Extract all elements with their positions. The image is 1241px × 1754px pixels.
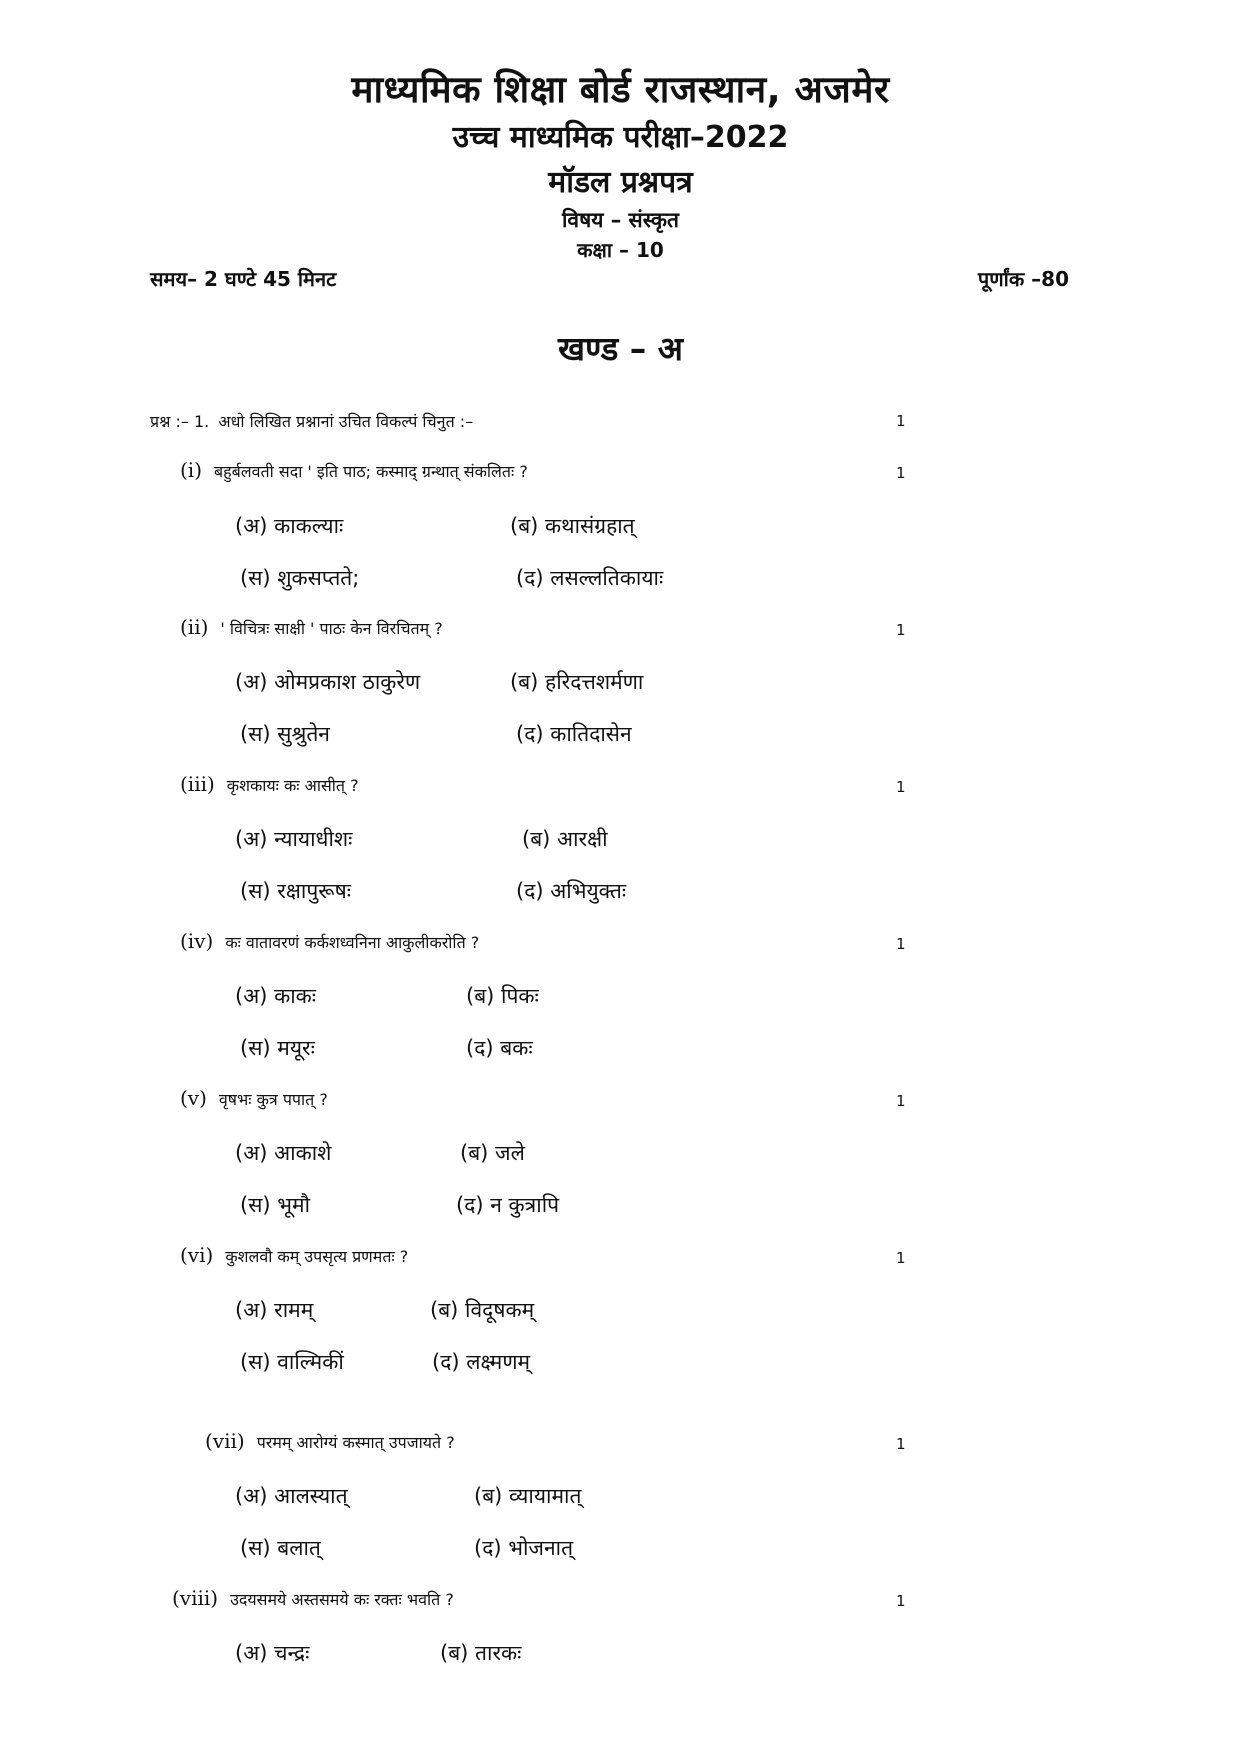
sub-question-number: (i) [180, 458, 203, 482]
option-a: (अ) आलस्यात् [235, 1484, 348, 1508]
question-1-marks: 1 [896, 412, 906, 430]
option-d: (द) बकः [466, 1036, 533, 1060]
option-d: (द) भोजनात् [474, 1536, 574, 1560]
option-a: (अ) ओमप्रकाश ठाकुरेण [235, 670, 421, 694]
option-a: (अ) आकाशे [235, 1141, 332, 1165]
sub-question-text: वृषभः कुत्र पपात् ? [218, 1090, 328, 1109]
option-b: (ब) पिकः [466, 984, 539, 1008]
option-d: (द) लसल्लतिकायाः [516, 566, 664, 590]
sub-question-text: ' विचित्रः साक्षी ' पाठः केन विरचितम् ? [220, 619, 443, 638]
sub-question-marks: 1 [896, 1249, 906, 1267]
option-b: (ब) व्यायामात् [474, 1484, 582, 1508]
sub-question-text: उदयसमये अस्तसमये कः रक्तः भवति ? [230, 1590, 454, 1609]
option-c: (स) वाल्मिकीं [240, 1350, 344, 1374]
option-a: (अ) काकल्याः [235, 514, 344, 538]
option-b: (ब) विदूषकम् [430, 1298, 535, 1322]
question-1-text: अधो लिखित प्रश्नानां उचित विकल्पं चिनुत :– [218, 412, 474, 431]
option-d: (द) लक्ष्मणम् [432, 1350, 531, 1374]
option-d: (द) न कुत्रापि [456, 1193, 560, 1217]
board-title: माध्यमिक शिक्षा बोर्ड राजस्थान, अजमेर [351, 68, 890, 111]
sub-question-marks: 1 [896, 935, 906, 953]
option-a: (अ) न्यायाधीशः [235, 827, 353, 851]
sub-question [180, 458, 528, 482]
max-marks: पूर्णांक –80 [977, 267, 1069, 291]
subject-line: विषय – संस्कृत [561, 208, 680, 232]
option-c: (स) मयूरः [240, 1036, 315, 1060]
option-d: (द) कातिदासेन [516, 722, 632, 746]
option-a: (अ) चन्द्रः [235, 1641, 310, 1665]
sub-question-number: (vi) [180, 1243, 214, 1267]
sub-question-text: कः वातावरणं कर्कशध्वनिना आकुलीकरोति ? [225, 933, 480, 952]
sub-question-text: बहुर्बलवती सदा ' इति पाठ; कस्माद् ग्रन्थात् संकलितः ? [214, 462, 528, 481]
sub-question [180, 772, 359, 796]
sub-question [180, 929, 479, 953]
sub-question [172, 1586, 454, 1610]
option-c: (स) बलात् [240, 1536, 321, 1560]
sub-question [180, 1243, 408, 1267]
option-b: (ब) जले [460, 1141, 525, 1165]
class-line: कक्षा – 10 [577, 238, 664, 262]
paper-title: मॉडल प्रश्नपत्र [548, 165, 693, 200]
option-c: (स) भूमौ [240, 1193, 311, 1217]
sub-question-text: कुशलवौ कम् उपसृत्य प्रणमतः ? [225, 1247, 409, 1266]
option-b: (ब) हरिदत्तशर्मणा [510, 670, 644, 694]
sub-question-marks: 1 [896, 1592, 906, 1610]
question-1-label: प्रश्न :– 1. [150, 412, 210, 431]
option-c: (स) शुकसप्तते; [240, 566, 360, 590]
sub-question-number: (v) [180, 1086, 207, 1110]
option-a: (अ) रामम् [235, 1298, 314, 1322]
sub-question-marks: 1 [896, 778, 906, 796]
sub-question-marks: 1 [896, 464, 906, 482]
sub-question-marks: 1 [896, 1092, 906, 1110]
sub-question-marks: 1 [896, 1435, 906, 1453]
sub-question-number: (iii) [180, 772, 215, 796]
section-title: खण्ड – अ [557, 329, 683, 368]
option-b: (ब) कथासंग्रहात् [510, 514, 635, 538]
sub-question-number: (ii) [180, 615, 209, 639]
option-a: (अ) काकः [235, 984, 317, 1008]
sub-question [180, 1086, 328, 1110]
sub-question-number: (iv) [180, 929, 214, 953]
exam-title: उच्च माध्यमिक परीक्षा–2022 [452, 120, 789, 155]
option-d: (द) अभियुक्तः [516, 879, 627, 903]
time-allowed: समय– 2 घण्टे 45 मिनट [150, 267, 337, 291]
option-b: (ब) आरक्षी [522, 827, 608, 851]
sub-question [205, 1429, 455, 1453]
sub-question-number: (viii) [172, 1586, 219, 1610]
sub-question-marks: 1 [896, 621, 906, 639]
sub-question-text: कृशकायः कः आसीत् ? [226, 776, 359, 795]
option-c: (स) सुश्रुतेन [240, 722, 330, 746]
option-b: (ब) तारकः [440, 1641, 522, 1665]
option-c: (स) रक्षापुरूषः [240, 879, 351, 903]
question-1-heading [150, 410, 473, 432]
sub-question-number: (vii) [205, 1429, 245, 1453]
sub-question [180, 615, 443, 639]
sub-question-text: परमम् आरोग्यं कस्मात् उपजायते ? [256, 1433, 455, 1452]
